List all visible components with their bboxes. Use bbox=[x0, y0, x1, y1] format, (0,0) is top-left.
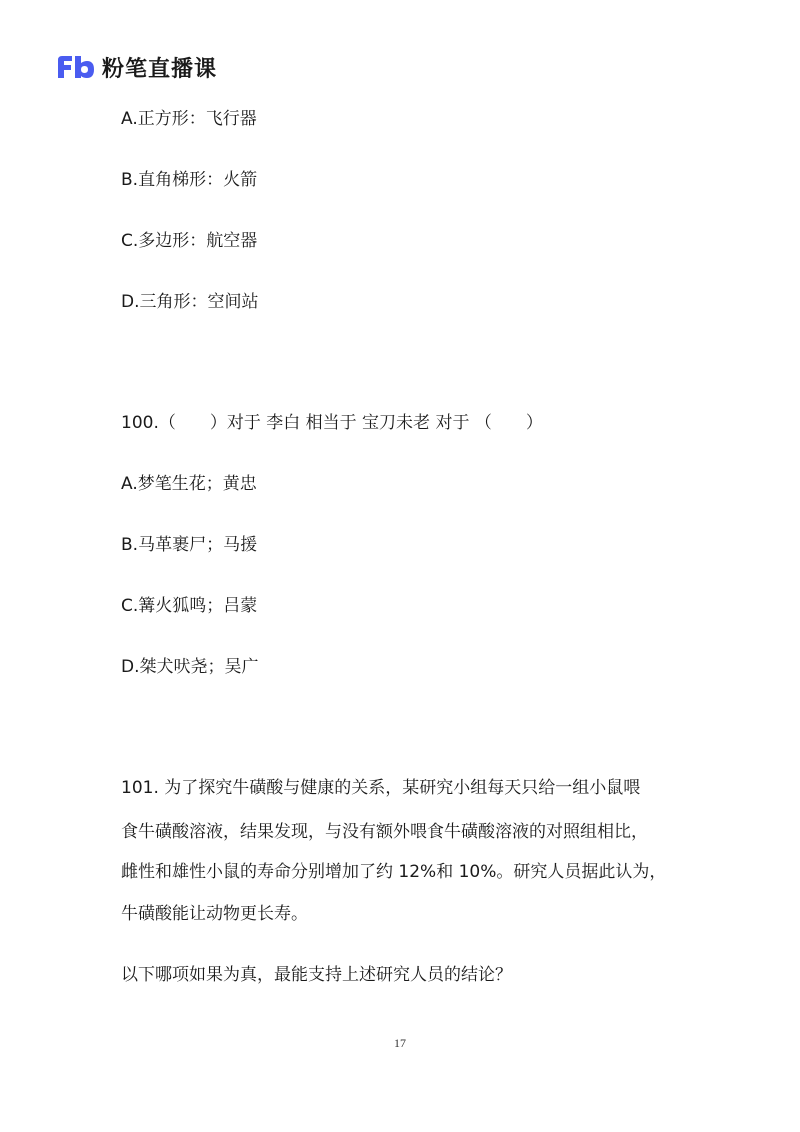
brand-name: 粉笔直播课 bbox=[102, 56, 218, 82]
q101-stem-line-3: 雌性和雄性小鼠的寿命分别增加了约 12%和 10%。研究人员据此认为， bbox=[121, 862, 667, 882]
q100-option-c: C.篝火狐鸣；吕蒙 bbox=[121, 596, 258, 616]
q100-option-a: A.梦笔生花；黄忠 bbox=[121, 474, 257, 494]
q101-question: 以下哪项如果为真，最能支持上述研究人员的结论？ bbox=[121, 965, 512, 985]
page-header bbox=[56, 52, 217, 82]
q99-option-c: C.多边形：航空器 bbox=[121, 231, 258, 251]
q101-stem-line-2: 食牛磺酸溶液，结果发现，与没有额外喂食牛磺酸溶液的对照组相比， bbox=[121, 822, 648, 842]
q100-stem: 100.（ ）对于 李白 相当于 宝刀未老 对于 （ ） bbox=[121, 413, 543, 433]
page-number: 17 bbox=[394, 1036, 406, 1050]
q99-option-a: A.正方形：飞行器 bbox=[121, 109, 257, 129]
q101-stem-line-4: 牛磺酸能让动物更长寿。 bbox=[121, 904, 308, 924]
q100-option-d: D.桀犬吠尧；吴广 bbox=[121, 657, 259, 677]
fb-logo-icon bbox=[56, 54, 96, 80]
q101-stem-line-1: 101. 为了探究牛磺酸与健康的关系，某研究小组每天只给一组小鼠喂 bbox=[121, 778, 641, 798]
q99-option-b: B.直角梯形：火箭 bbox=[121, 170, 258, 190]
q100-option-b: B.马革裹尸；马援 bbox=[121, 535, 258, 555]
q99-option-d: D.三角形：空间站 bbox=[121, 292, 259, 312]
